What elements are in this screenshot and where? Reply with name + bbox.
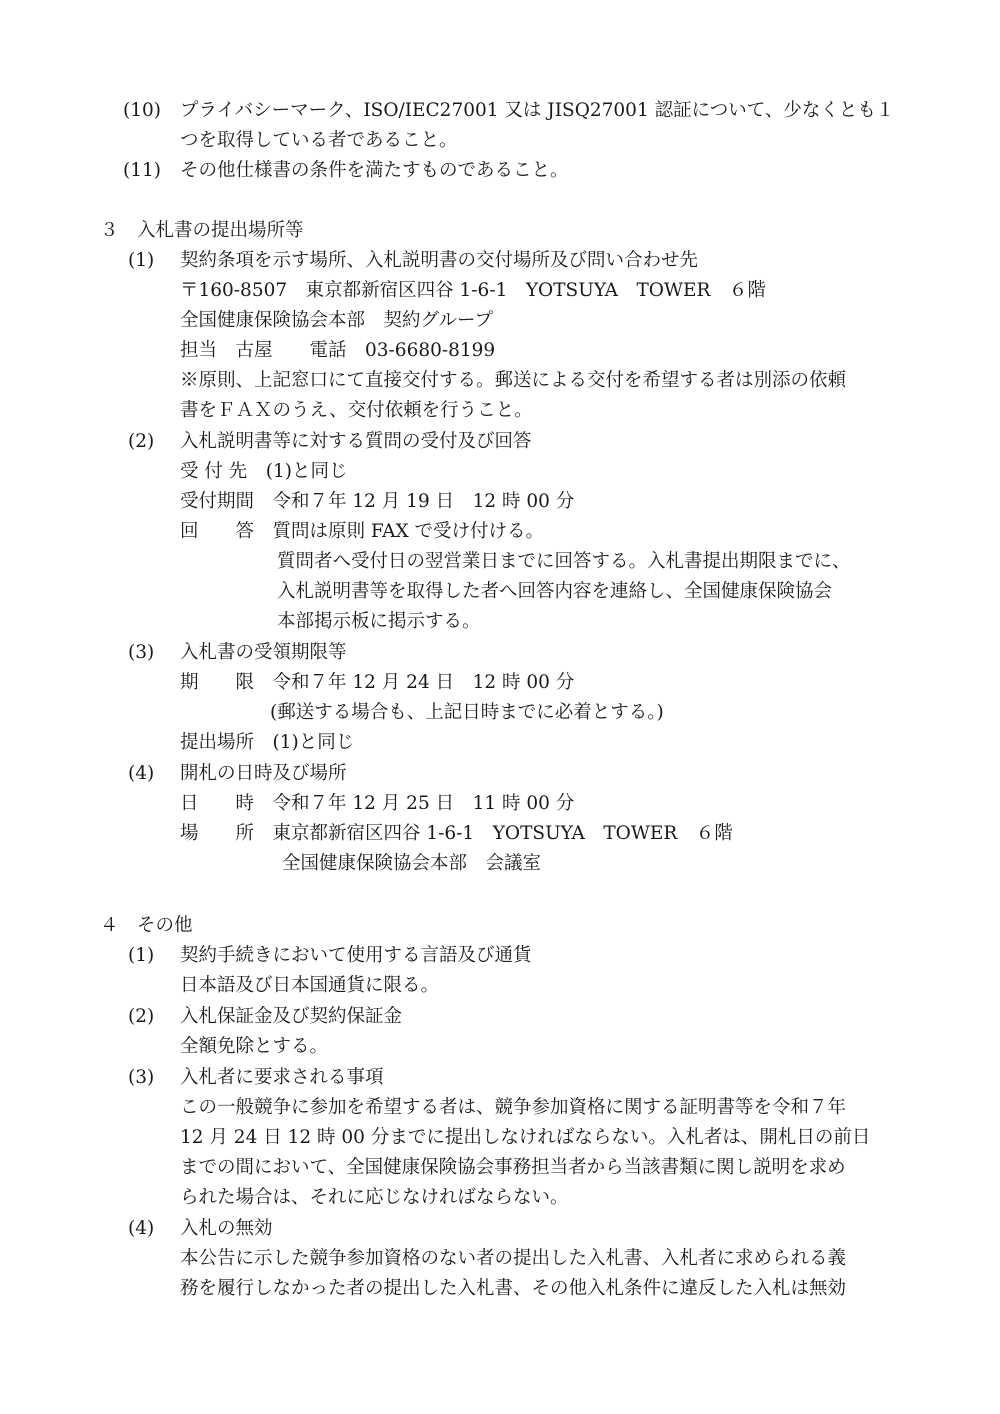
item-number-10: (10): [123, 100, 161, 121]
section-3-2-heading: 入札説明書等に対する質問の受付及び回答: [180, 431, 532, 452]
section-4-2-heading: 入札保証金及び契約保証金: [180, 1006, 403, 1027]
item-10-line-2: つを取得している者であること。: [180, 130, 458, 151]
section-3-2-answer: 回 答 質問は原則 FAX で受け付ける。: [180, 521, 545, 542]
section-3-1-office: 全国健康保険協会本部 契約グループ: [180, 310, 494, 331]
section-4-3-body-line-3: までの間において、全国健康保険協会事務担当者から当該書類に関し説明を求め: [180, 1157, 846, 1178]
section-3-title: ３ 入札書の提出場所等: [100, 220, 304, 241]
item-10-line-1: プライバシーマーク、ISO/IEC27001 又は JISQ27001 認証について、少なくとも１: [180, 100, 895, 121]
section-3-4-number: (4): [128, 763, 155, 784]
section-3-1-contact: 担当 古屋 電話 03-6680-8199: [180, 340, 496, 361]
item-number-11: (11): [123, 160, 161, 181]
section-4-3-body-line-1: この一般競争に参加を希望する者は、競争参加資格に関する証明書等を令和７年: [180, 1097, 847, 1118]
section-3-1-address: 〒160-8507 東京都新宿区四谷 1-6-1 YOTSUYA TOWER ６階: [180, 280, 766, 301]
item-11-line-1: その他仕様書の条件を満たすものであること。: [180, 160, 569, 181]
section-3-2-period: 受付期間 令和７年 12 月 19 日 12 時 00 分: [180, 491, 575, 512]
section-4-4-number: (4): [128, 1218, 155, 1239]
section-3-1-note-line-2: 書をＦＡＸのうえ、交付依頼を行うこと。: [180, 400, 533, 421]
section-4-3-heading: 入札者に要求される事項: [180, 1067, 384, 1088]
section-3-4-heading: 開札の日時及び場所: [180, 763, 347, 784]
section-4-title: ４ その他: [100, 915, 193, 936]
section-4-1-number: (1): [128, 945, 155, 966]
section-4-4-body-line-2: 務を履行しなかった者の提出した入札書、その他入札条件に違反した入札は無効: [180, 1278, 847, 1299]
section-3-2-answer-line-2: 質問者へ受付日の翌営業日までに回答する。入札書提出期限までに、: [277, 551, 851, 572]
section-4-1-body: 日本語及び日本国通貨に限る。: [180, 975, 440, 996]
section-3-2-number: (2): [128, 431, 155, 452]
section-3-2-answer-line-4: 本部掲示板に掲示する。: [277, 611, 481, 632]
section-4-3-number: (3): [128, 1067, 155, 1088]
section-3-1-note-line-1: ※原則、上記窓口にて直接交付する。郵送による交付を希望する者は別添の依頼: [180, 370, 847, 391]
section-4-4-body-line-1: 本公告に示した競争参加資格のない者の提出した入札書、入札者に求められる義: [180, 1248, 847, 1269]
section-3-2-answer-line-3: 入札説明書等を取得した者へ回答内容を連絡し、全国健康保険協会: [277, 581, 833, 602]
section-3-4-place-line-2: 全国健康保険協会本部 会議室: [282, 853, 542, 874]
section-3-3-deadline-note: (郵送する場合も、上記日時までに必着とする。): [270, 702, 664, 723]
section-3-3-number: (3): [128, 642, 155, 663]
section-4-3-body-line-2: 12 月 24 日 12 時 00 分までに提出しなければならない。入札者は、開札日の前日: [180, 1127, 871, 1148]
section-3-4-datetime: 日 時 令和７年 12 月 25 日 11 時 00 分: [180, 793, 575, 814]
section-4-2-number: (2): [128, 1006, 155, 1027]
section-4-1-heading: 契約手続きにおいて使用する言語及び通貨: [180, 945, 532, 966]
section-3-3-deadline: 期 限 令和７年 12 月 24 日 12 時 00 分: [180, 672, 575, 693]
section-4-3-body-line-4: られた場合は、それに応じなければならない。: [180, 1187, 569, 1208]
section-3-3-heading: 入札書の受領期限等: [180, 642, 347, 663]
section-4-2-body: 全額免除とする。: [180, 1036, 329, 1057]
section-3-1-heading: 契約条項を示す場所、入札説明書の交付場所及び問い合わせ先: [180, 250, 699, 271]
section-4-4-heading: 入札の無効: [180, 1218, 273, 1239]
section-3-1-number: (1): [128, 250, 155, 271]
section-3-2-reception: 受 付 先 (1)と同じ: [180, 461, 348, 482]
section-3-4-place: 場 所 東京都新宿区四谷 1-6-1 YOTSUYA TOWER ６階: [180, 823, 733, 844]
section-3-3-place: 提出場所 (1)と同じ: [180, 732, 355, 753]
